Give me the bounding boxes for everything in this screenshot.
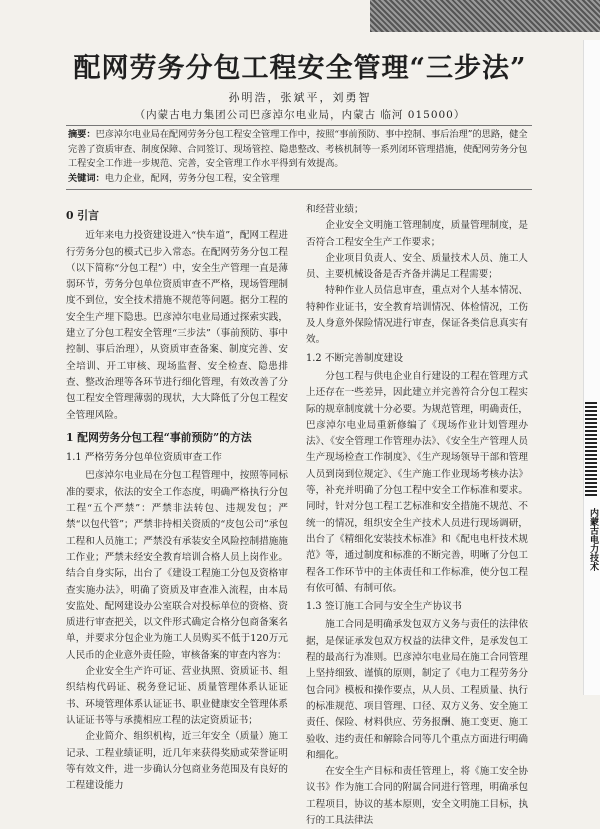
- right-column: [306, 202, 528, 829]
- article-title: 配网劳务分包工程安全管理“三步法”: [73, 53, 527, 84]
- intro-paragraph: 近年来电力投资建设进入“快车道”，配网工程进行劳务分包的模式已步入常态。在配网劳务分包工程（以下简称“分包工程”）中，安全生产管理一直是薄弱环节，劳务分包单位资质审查不严格，现场管理制度不到位，安全技术措施不规范等问题。据分工程的安全生产埋下隐患。巴彦淖尔电业局通过探索实践，建立了分包工程安全管理“三步法”（事前预防、事中控制、事后治理），从资质审查备案、制度完善、安全培训、开工审核、现场监督、安全检查、隐患排查、整改治理等各环节进行细化管理，有效改善了分包工程安全管理薄弱的现状，大大降低了分包工程安全管理风险。: [66, 230, 288, 421]
- section-1-heading: 1 配网劳务分包工程“事前预防”的方法: [66, 430, 252, 444]
- section-1-2-paragraph: 分包工程与供电企业自行建设的工程在管理方式上还存在一些差异，因此建立并完善符合分包工程实际的规章制度就十分必要。为规范管理，明确责任，巴彦淖尔电业局重新修编了《现场作业计划管理办法》、《安全管理工作管理办法》、《安全生产管理人员生产现场检查工作制度》、《生产现场领导干部和管理人员到岗到位规定》、《生产施工作业现场考核办法》等，补充并明确了分包工程中安全工作标准和要求。同时，针对分包工程工艺标准和安全措施不规范、不统一的情况，组织安全生产技术人员进行现场调研，出台了《精细化安装技术标准》和《配电电杆技术规范》等，通过制度和标准的不断完善，明晰了分包工程各工作环节中的主体责任和工作标准，使分包工程有依可循、有制可依。: [306, 370, 528, 594]
- right-paragraph-3: 特种作业人员信息审查，重点对个人基本情况、特种作业证书，安全教育培训情况、体检情况，工伤及人身意外保险情况进行审查，保证各类信息真实有效。: [306, 285, 528, 346]
- keywords-line: [68, 172, 530, 187]
- section-1-1-paragraph-3: 企业简介、组织机构，近三年安全（质量）施工记录、工程业绩证明，近几年来获得奖励或荣誉证明等有效文件，进一步确认分包商业务范围及有良好的工程建设能力: [66, 731, 288, 792]
- abstract-paragraph: [68, 128, 530, 172]
- right-paragraph-1: 企业安全文明施工管理制度，质量管理制度，是否符合工程安全生产工作要求；: [306, 220, 528, 248]
- section-1-1-paragraph-1: 巴彦淖尔电业局在分包工程管理中，按照等同标准的要求，依法的安全工作态度，明确严格执行分包工程“五个严禁”：严禁非法转包、违规发包；严禁“以包代管”；严禁非持相关资质的“皮包公司”承包工程和人员施工；严禁没有承装安全风险控制措施施工作业；严禁未经安全教育培训合格人员上岗作业。结合自身实际，出台了《建设工程施工分包及资格审查实施办法》，明确了资质及审查准入流程，由本局安监处、配网建设办公室联合对投标单位的资格、资质进行审查把关，以文件形式确定合格分包商备案名单，并要求分包企业为施工人员购买不低于120万元人民币的企业意外责任险，审核备案的审查内容为：: [66, 470, 288, 661]
- keywords-label: 关键词：: [68, 172, 105, 184]
- journal-side-strip: [583, 40, 600, 695]
- left-column: [66, 202, 288, 794]
- article-authors: 孙明浩，张斌平，刘勇智: [228, 91, 372, 104]
- section-1-2-heading: 1.2 不断完善制度建设: [306, 352, 404, 364]
- intro-heading: 0 引言: [66, 209, 99, 222]
- section-1-1-heading: 1.1 严格劳务分包单位资质审查工作: [66, 452, 222, 464]
- keywords-text: 电力企业，配网，劳务分包工程，安全管理: [104, 172, 280, 184]
- section-1-3-paragraph-1: 施工合同是明确承发包双方义务与责任的法律依据，是保证承发包双方权益的法律文件，是承发包工程的最高行为准则。巴彦淖尔电业局在施工合同管理上坚持细致、谨慎的原则，制定了《电力工程劳务分包合同》模板和操作要点，从人员、工程质量、执行的标准规范、项目管理、口径、双方义务、安全施工责任、保险、材料供应、劳务报酬、施工变更、施工验收、违约责任和解除合同等几个重点方面进行明确和细化。: [306, 619, 528, 761]
- abstract-block: [66, 125, 532, 190]
- abstract-text: 巴彦淖尔电业局在配网劳务分包工程安全管理工作中，按照“事前预防、事中控制、事后治理”的思路，健全完善了资质审查、制度保障、合同签订、现场管控、隐患整改、考核机制等一系列闭环管理措施，使配网劳务分包工程安全工作进一步规范、完善，安全管理工作水平得到有效提高。: [68, 129, 528, 169]
- side-strip-pattern: [585, 400, 597, 496]
- right-continuation: 和经营业绩；: [306, 204, 364, 215]
- journal-name-vertical: 内蒙古电力技术: [588, 508, 598, 571]
- article-affiliation: （内蒙古电力集团公司巴彦淖尔电业局，内蒙古 临河 015000）: [134, 109, 466, 121]
- header-pattern-band: [370, 0, 600, 32]
- section-1-3-paragraph-2: 在安全生产目标和责任管理上，将《施工安全协议书》作为施工合同的附属合同进行管理，明确承包工程项目，协议的基本原则，安全文明施工目标，执行的工具法律法: [306, 766, 528, 826]
- right-paragraph-2: 企业项目负责人、安全、质量技术人员、施工人员、主要机械设备是否齐备并满足工程需要；: [306, 252, 528, 281]
- abstract-label: 摘要：: [68, 129, 96, 140]
- section-1-1-paragraph-2: 企业安全生产许可证、营业执照、资质证书、组织结构代码证、税务登记证、质量管理体系认证证书、环境管理体系认证证书、职业健康安全管理体系认证证书等与承揽相应工程的法定资质证书；: [66, 666, 288, 726]
- section-1-3-heading: 1.3 签订施工合同与安全生产协议书: [306, 601, 462, 613]
